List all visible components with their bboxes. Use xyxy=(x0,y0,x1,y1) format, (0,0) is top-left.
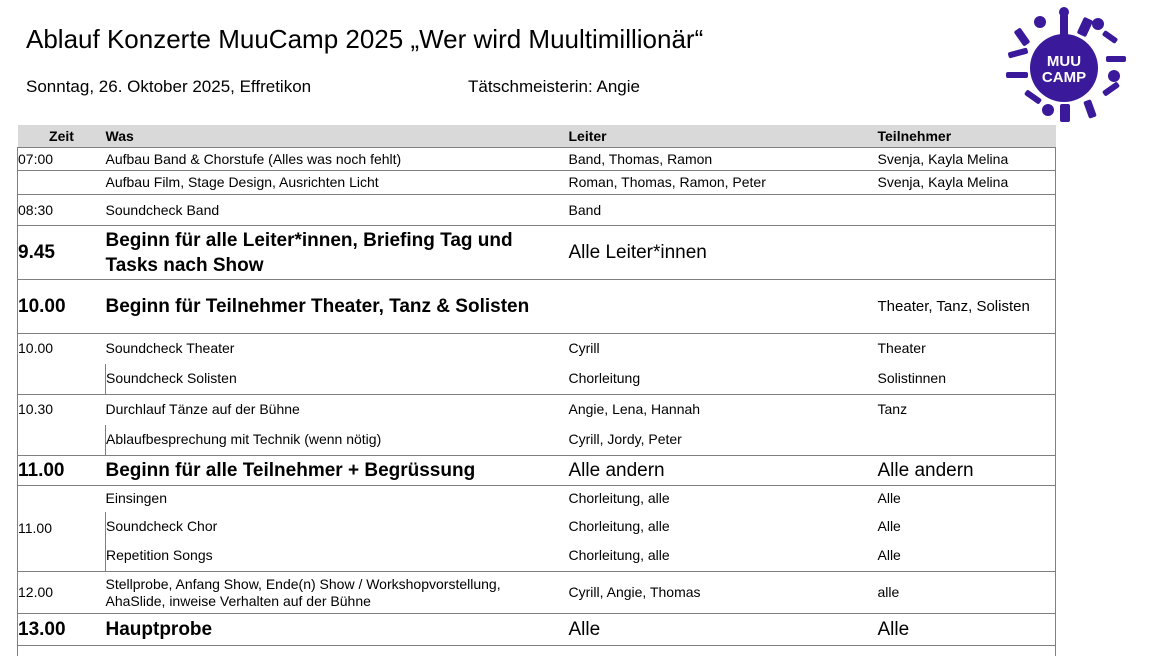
row-leiter xyxy=(569,280,878,334)
table-header-row xyxy=(18,125,1056,148)
table-row xyxy=(18,541,1056,572)
row-leiter: Chorleitung, alle xyxy=(568,517,670,534)
row-teilnehmer: Svenja, Kayla Melina xyxy=(878,148,1056,171)
table-row xyxy=(18,486,1056,512)
row-time: 12.00 xyxy=(18,572,106,614)
row-time: 08:30 xyxy=(18,195,106,226)
row-teilnehmer xyxy=(878,226,1056,280)
row-teilnehmer: Alle andern xyxy=(878,456,1056,486)
row-was: Beginn für alle Leiter*innen, Briefing Tag und Tasks nach Show xyxy=(106,226,569,280)
table-row xyxy=(18,572,1056,614)
row-teilnehmer: Alle xyxy=(878,614,1056,646)
row-leiter: Angie, Lena, Hannah xyxy=(569,395,878,425)
row-teilnehmer: Alle xyxy=(878,512,1056,541)
table-row xyxy=(18,226,1056,280)
document-title: Ablauf Konzerte MuuCamp 2025 „Wer wird Muultimillionär“ xyxy=(26,24,704,54)
table-row xyxy=(18,171,1056,195)
row-teilnehmer xyxy=(878,425,1056,456)
table-row xyxy=(18,425,1056,456)
row-leiter: Cyrill, Angie, Thomas xyxy=(569,572,878,614)
row-leiter: Chorleitung xyxy=(568,370,641,387)
row-teilnehmer: Theater xyxy=(878,334,1056,364)
col-header-was: Was xyxy=(106,125,569,148)
muucamp-logo xyxy=(1002,6,1128,124)
row-leiter: Roman, Thomas, Ramon, Peter xyxy=(569,171,878,195)
row-was: Ablaufbesprechung mit Technik (wenn nötig) xyxy=(106,425,569,456)
table-row xyxy=(18,395,1056,425)
row-teilnehmer xyxy=(878,195,1056,226)
row-was: Repetition Songs xyxy=(106,541,569,572)
row-time: 13.00 xyxy=(18,614,106,646)
row-was: Stellprobe, Anfang Show, Ende(n) Show / Workshopvorstellung, AhaSlide, inweise Verhalten auf der Bühne xyxy=(106,572,569,614)
col-header-time: Zeit xyxy=(18,125,106,148)
row-was: Einsingen xyxy=(106,486,569,512)
row-time: 07:00 xyxy=(18,148,106,171)
row-leiter: Band, Thomas, Ramon xyxy=(569,148,878,171)
row-time: 11.00 xyxy=(18,486,106,572)
schedule-table xyxy=(17,125,1056,656)
row-was: Soundcheck Solisten xyxy=(106,364,569,395)
table-row xyxy=(18,148,1056,171)
row-leiter: Band xyxy=(569,195,878,226)
row-teilnehmer: Svenja, Kayla Melina xyxy=(878,171,1056,195)
table-row-cutoff xyxy=(18,646,1056,656)
row-leiter: Cyrill xyxy=(569,334,878,364)
row-time: 11.00 xyxy=(18,456,106,486)
table-row xyxy=(18,614,1056,646)
row-leiter: Cyrill, Jordy, Peter xyxy=(568,431,682,448)
row-was: Soundcheck Theater xyxy=(106,334,569,364)
row-was: Durchlauf Tänze auf der Bühne xyxy=(106,395,569,425)
table-row xyxy=(18,334,1056,364)
row-was: Aufbau Film, Stage Design, Ausrichten Licht xyxy=(106,171,569,195)
row-leiter: Chorleitung, alle xyxy=(569,486,878,512)
row-time xyxy=(18,171,106,195)
host-name: Tätschmeisterin: Angie xyxy=(468,77,640,96)
row-teilnehmer: Tanz xyxy=(878,395,1056,425)
row-was: Soundcheck Band xyxy=(106,195,569,226)
col-header-leiter: Leiter xyxy=(569,125,878,148)
table-row xyxy=(18,364,1056,395)
row-time: 9.45 xyxy=(18,226,106,280)
table-row xyxy=(18,512,1056,541)
row-time: 10.00 xyxy=(18,280,106,334)
table-row xyxy=(18,195,1056,226)
table-row xyxy=(18,456,1056,486)
date-place: Sonntag, 26. Oktober 2025, Effretikon xyxy=(26,77,312,96)
logo-text-camp: CAMP xyxy=(1041,69,1087,86)
row-teilnehmer: Alle xyxy=(878,486,1056,512)
row-leiter: Alle andern xyxy=(569,456,878,486)
row-teilnehmer: Solistinnen xyxy=(878,364,1056,395)
row-teilnehmer: alle xyxy=(878,572,1056,614)
row-teilnehmer: Alle xyxy=(878,541,1056,572)
row-leiter: Alle Leiter*innen xyxy=(569,226,878,280)
table-row xyxy=(18,280,1056,334)
row-was: Aufbau Band & Chorstufe (Alles was noch fehlt) xyxy=(106,148,569,171)
row-was: Beginn für Teilnehmer Theater, Tanz & Solisten xyxy=(106,280,569,334)
row-teilnehmer: Theater, Tanz, Solisten xyxy=(878,280,1056,334)
col-header-teilnehmer: Teilnehmer xyxy=(878,125,1056,148)
row-was: Hauptprobe xyxy=(106,614,569,646)
row-was: Beginn für alle Teilnehmer + Begrüssung xyxy=(106,456,569,486)
row-leiter: Chorleitung, alle xyxy=(568,547,670,564)
row-leiter: Alle xyxy=(569,614,878,646)
row-time: 10.30 xyxy=(18,395,106,456)
row-time: 10.00 xyxy=(18,334,106,395)
row-was: Soundcheck Chor xyxy=(106,512,569,541)
logo-text-muu: MUU xyxy=(1046,53,1082,70)
